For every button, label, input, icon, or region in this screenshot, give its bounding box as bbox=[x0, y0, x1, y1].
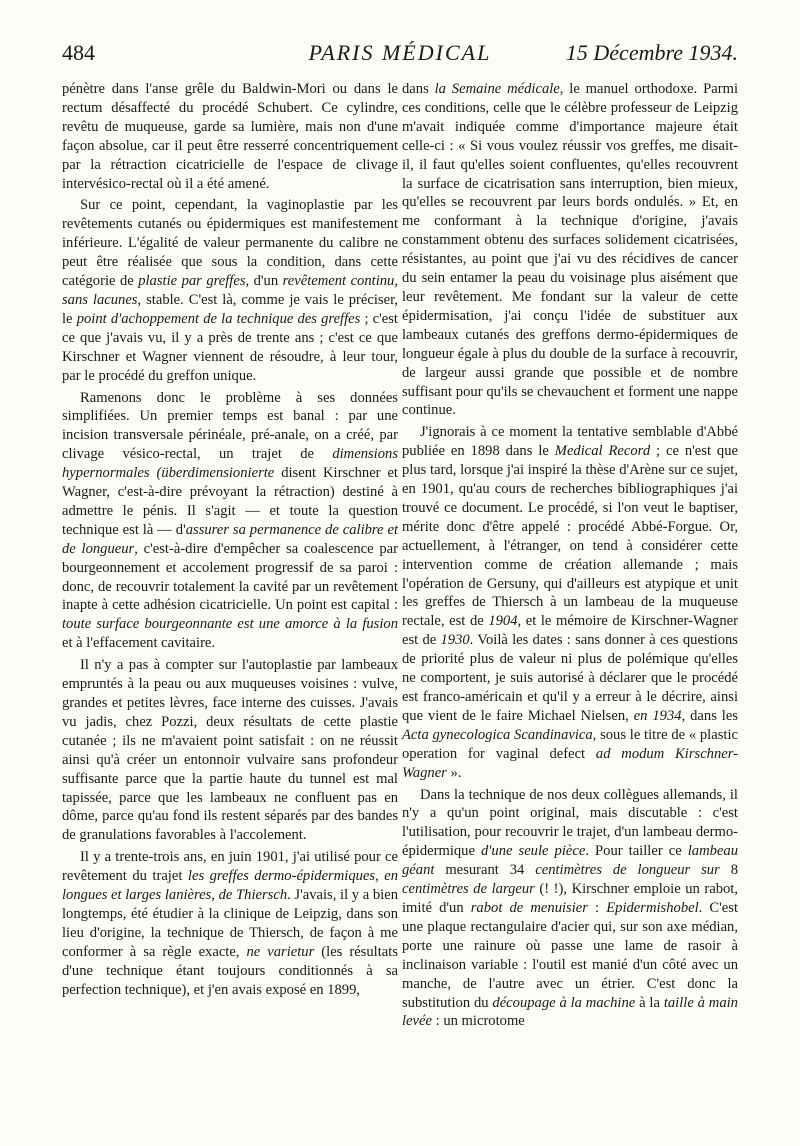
paragraph: pénètre dans l'anse grêle du Baldwin-Mori ou dans le rectum désaffecté du procédé Schubert. Ce cylindre, revêtu de muqueuse, garde sa lumière, mais non d'une façon absolue, car il peut être resserré concentriquement par la rétraction cicatricielle de l'espace de clivage intervésico-rectal où il a été amené. bbox=[62, 81, 398, 192]
page-number: 484 bbox=[62, 40, 95, 65]
journal-title: PARIS MÉDICAL bbox=[308, 40, 492, 65]
right-column bbox=[402, 80, 738, 1031]
running-header bbox=[62, 40, 738, 74]
paragraph: Il y a trente-trois ans, en juin 1901, j'ai utilisé pour ce revêtement du trajet les greffes dermo-épidermiques, en longues et larges lanières, de Thiersch. J'avais, il y a bien longtemps, été étudier à la clinique de Leipzig, dans son lieu d'origine, la technique de Thiersch, de façon à me conformer à sa règle exacte, ne varietur (les résultats d'une technique étant toujours conditionnés à sa perfection technique), et j'en avais exposé en 1899, bbox=[62, 849, 398, 998]
paragraph: Ramenons donc le problème à ses données simplifiées. Un premier temps est banal : par une incision transversale périnéale, pré-anale, on a créé, par clivage vésico-rectal, un trajet de dimensions hypernormales (überdimensionierte disent Kirschner et Wagner, c'est-à-dire prévoyant la rétraction) destiné à admettre le pénis. Il s'agit — et toute la question technique est là — d'assurer sa permanence de calibre et de longueur, c'est-à-dire d'empêcher sa coalescence par bourgeonnement et accolement progressif de sa paroi : donc, de recouvrir totalement la cavité par un revêtement inapte à cette adhésion cicatricielle. Un point est capital : toute surface bourgeonnante est une amorce à la fusion et à l'effacement cavitaire. bbox=[62, 389, 398, 652]
paragraph: Dans la technique de nos deux collègues allemands, il n'y a qu'un point original, mais discutable : c'est l'utilisation, pour recouvrir le trajet, d'un lambeau dermo-épidermique d'une seule pièce. Pour tailler ce lambeau géant mesurant 34 centimètres de longueur sur 8 centimètres de largeur (! !), Kirschner emploie un rabot, imité d'un rabot de menuisier : Epidermishobel. C'est une plaque rectangulaire d'acier qui, sur son axe médian, porte une rainure où passe une lame de rasoir à inclinaison variable : l'outil est manié d'un côté avec un manche, de l'autre avec un étrier. C'est donc la substitution du découpage à la machine à la taille à main levée : un microtome bbox=[402, 786, 738, 1030]
paragraph: Sur ce point, cependant, la vaginoplastie par les revêtements cutanés ou épidermiques est manifestement inférieure. L'égalité de valeur permanente du calibre ne peut être réalisée que sous la condition, dans cette catégorie de plastie par greffes, d'un revêtement continu, sans lacunes, stable. C'est là, comme je vais le préciser, le point d'achoppement de la technique des greffes ; c'est ce que j'avais vu, il y a près de trente ans ; c'est ce que Kirschner et Wagner viennent de résoudre, à leur tour, par le procédé du greffon unique. bbox=[62, 197, 399, 384]
paragraph: Il n'y a pas à compter sur l'autoplastie par lambeaux empruntés à la peau ou aux muqueuses voisines : vulve, grandes et petites lèvres, face interne des cuisses. J'avais vu jadis, chez Pozzi, deux résultats de cette plastie cutanée ; ils ne m'avaient point satisfait : on ne réussit ainsi qu'à créer un entonnoir vulvaire sans profondeur suffisante parce que la partie haute du tunnel est mal tapissée, parce que les lambeaux ne confluent pas en dôme, parce qu'au fond ils restent séparés par des bandes de granulations favorables à l'accolement. bbox=[62, 657, 398, 844]
issue-date: 15 Décembre 1934. bbox=[565, 40, 738, 65]
left-column bbox=[62, 80, 398, 1000]
paragraph: J'ignorais à ce moment la tentative semblable d'Abbé publiée en 1898 dans le Medical Record ; ce n'est que plus tard, lorsque j'ai inspiré la thèse d'Arène sur ce sujet, en 1901, qu'au cours de recherches bibliographiques j'ai trouvé ce document. Le procédé, si l'on veut le baptiser, mérite donc d'être appelé : procédé Abbé-Forgue. Or, actuellement, à l'étranger, on tend à considérer cette intervention comme de création allemande ; mais l'opération de Gersuny, qui d'ailleurs est atypique et unit les greffes de Thiersch à un lambeau de la muqueuse rectale, est de 1904, et le mémoire de Kirschner-Wagner est de 1930. Voilà les dates : sans donner à ces questions de priorité plus de valeur ni plus de polémique qu'elles ne comportent, je suis autorisé à déclarer que le procédé est franco-américain et qu'il y a erreur à le décrire, ainsi que vient de le faire Michael Nielsen, en 1934, dans les Acta gynecologica Scandinavica, sous le titre de « plastic operation for vaginal defect ad modum Kirschner-Wagner ». bbox=[402, 424, 738, 781]
paragraph: dans la Semaine médicale, le manuel orthodoxe. Parmi ces conditions, celle que le célèbre professeur de Leipzig m'avait indiquée comme d'importance majeure était celle-ci : « Si vous voulez réussir vos greffes, me disait-il, il faut qu'elles soient confluentes, qu'elles recouvrent la surface de cicatrisation sans interruption, bien mieux, qu'elles se recouvrent par leurs bords ondulés. » Et, en me conformant à la technique d'origine, j'avais constamment obtenu des surfaces solidement cicatrisées, résistantes, au point que j'ai vu des récidives de cancer du sein entamer la peau du voisinage plus aisément que leur revêtement. Me fondant sur la valeur de cette épidermisation, j'ai conçu l'idée de substituer aux lambeaux cutanés des greffons dermo-épidermiques de longueur égale à plus du double de la surface à recouvrir, de largeur aussi grande que possible et de nombre suffisant pour qu'ils se chevauchent et forment une nappe continue. bbox=[402, 81, 738, 419]
